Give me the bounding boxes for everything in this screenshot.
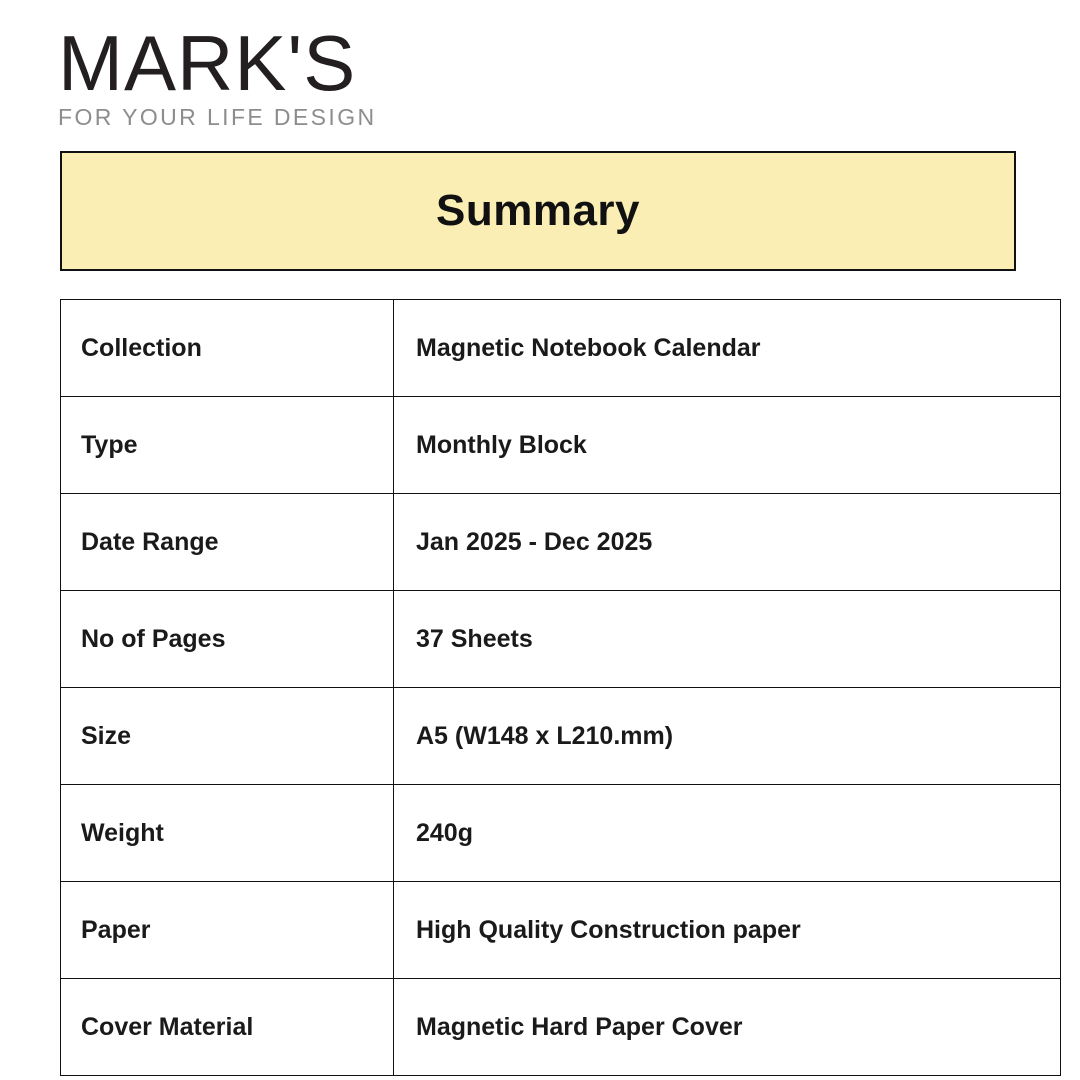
row-label: Cover Material (61, 979, 394, 1076)
row-label: Type (61, 397, 394, 494)
row-value: High Quality Construction paper (394, 882, 1061, 979)
brand-wordmark: MARK'S (58, 19, 357, 107)
row-label: Paper (61, 882, 394, 979)
specification-table-body (61, 300, 1061, 1076)
specification-table (60, 299, 1061, 1076)
table-row (61, 979, 1061, 1076)
row-value: Jan 2025 - Dec 2025 (394, 494, 1061, 591)
table-row (61, 785, 1061, 882)
row-label: No of Pages (61, 591, 394, 688)
summary-banner (60, 151, 1016, 271)
row-value: Magnetic Notebook Calendar (394, 300, 1061, 397)
table-row (61, 494, 1061, 591)
row-label: Size (61, 688, 394, 785)
row-value: 37 Sheets (394, 591, 1061, 688)
row-value: 240g (394, 785, 1061, 882)
brand-tagline: FOR YOUR LIFE DESIGN (58, 104, 377, 131)
row-value: A5 (W148 x L210.mm) (394, 688, 1061, 785)
table-row (61, 882, 1061, 979)
table-row (61, 591, 1061, 688)
row-label: Weight (61, 785, 394, 882)
row-label: Date Range (61, 494, 394, 591)
row-label: Collection (61, 300, 394, 397)
table-row (61, 397, 1061, 494)
table-row (61, 688, 1061, 785)
brand-logo (58, 19, 377, 131)
page-title: Summary (435, 186, 641, 235)
table-row (61, 300, 1061, 397)
row-value: Monthly Block (394, 397, 1061, 494)
row-value: Magnetic Hard Paper Cover (394, 979, 1061, 1076)
